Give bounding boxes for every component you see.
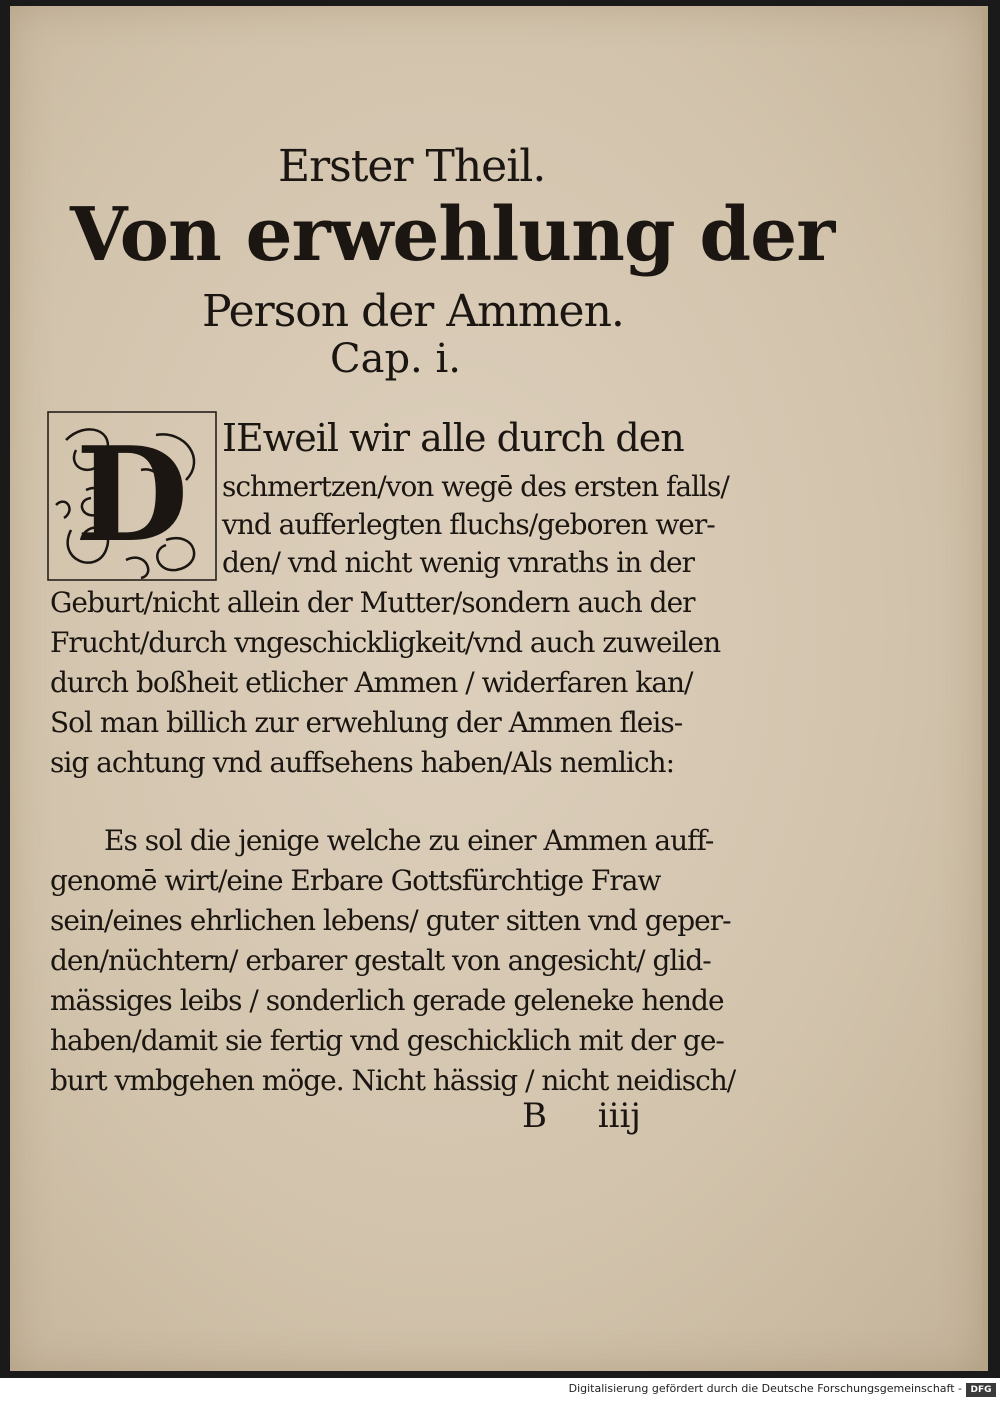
text-line: mässiges leibs / sonderlich gerade geleneke hende bbox=[50, 984, 724, 1017]
svg-text:D: D bbox=[75, 418, 189, 571]
decorated-initial bbox=[46, 410, 218, 582]
text-line: Geburt/nicht allein der Mutter/sondern auch der bbox=[50, 586, 695, 619]
ornament-initial-icon bbox=[46, 410, 218, 582]
text-line: vnd aufferlegten fluchs/geboren wer- bbox=[222, 508, 715, 541]
text-line: den/ vnd nicht wenig vnraths in der bbox=[222, 546, 694, 579]
chapter-number: Cap. i. bbox=[330, 336, 461, 382]
text-line: schmertzen/von wegē des ersten falls/ bbox=[222, 470, 729, 503]
text-line: genomē wirt/eine Erbare Gottsfürchtige Fraw bbox=[50, 864, 661, 897]
book-page bbox=[10, 6, 988, 1371]
text-line: Sol man billich zur erwehlung der Ammen fleis- bbox=[50, 706, 683, 739]
text-line: den/nüchtern/ erbarer gestalt von angesicht/ glid- bbox=[50, 944, 711, 977]
text-line: durch boßheit etlicher Ammen / widerfaren kan/ bbox=[50, 666, 693, 699]
part-heading: Erster Theil. bbox=[278, 141, 546, 192]
signature-mark: B iiij bbox=[522, 1096, 641, 1136]
text-line: Es sol die jenige welche zu einer Ammen auff- bbox=[104, 824, 714, 857]
text-line: sig achtung vnd auffsehens haben/Als nemlich: bbox=[50, 746, 675, 779]
text-line: IEweil wir alle durch den bbox=[222, 416, 684, 460]
chapter-title-line-2: Person der Ammen. bbox=[202, 286, 624, 337]
footer-bar bbox=[0, 1380, 1000, 1401]
dfg-logo-icon: DFG bbox=[966, 1383, 996, 1397]
chapter-title-line-1: Von erwehlung der bbox=[70, 192, 835, 278]
text-line: Frucht/durch vngeschickligkeit/vnd auch zuweilen bbox=[50, 626, 721, 659]
text-line: sein/eines ehrlichen lebens/ guter sitten vnd geper- bbox=[50, 904, 731, 937]
text-line: haben/damit sie fertig vnd geschicklich mit der ge- bbox=[50, 1024, 724, 1057]
text-line: burt vmbgehen möge. Nicht hässig / nicht neidisch/ bbox=[50, 1064, 736, 1097]
funding-notice: Digitalisierung gefördert durch die Deutsche Forschungsgemeinschaft - bbox=[568, 1382, 962, 1395]
